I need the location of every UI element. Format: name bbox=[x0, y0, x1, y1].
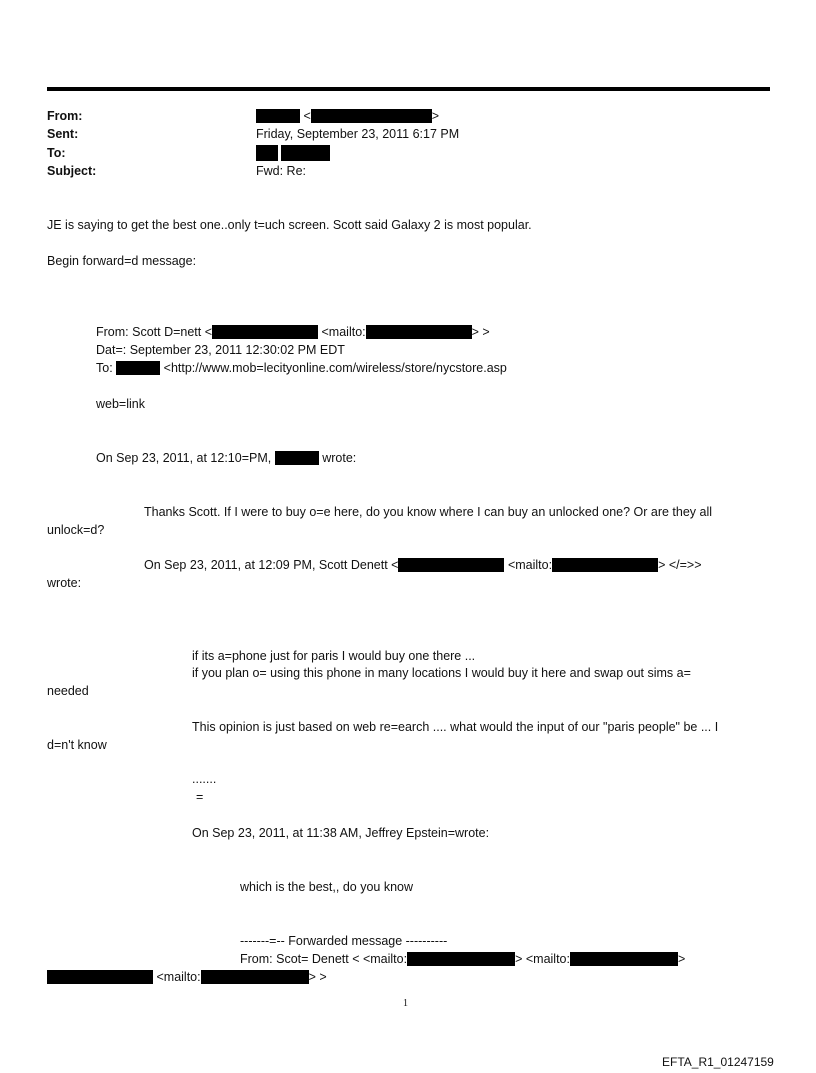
to-label: To: bbox=[47, 146, 66, 160]
redaction-box bbox=[201, 970, 309, 984]
on-suffix: > </=>> bbox=[658, 558, 702, 572]
forwarded-marker: -------=-- Forwarded message ---------- bbox=[240, 934, 448, 948]
redaction-box bbox=[256, 145, 278, 161]
page-number: 1 bbox=[403, 998, 408, 1009]
redaction-box bbox=[47, 970, 153, 984]
ellipsis-line: ....... bbox=[192, 772, 217, 786]
reply-line: unlock=d? bbox=[47, 523, 105, 537]
fwd-from-line bbox=[240, 952, 685, 967]
wrote-prefix: On Sep 23, 2011, at 12:10=PM, bbox=[96, 451, 272, 465]
cont-end: > > bbox=[308, 970, 327, 984]
from-close-bracket: > bbox=[431, 109, 440, 123]
reply-on-line bbox=[144, 558, 702, 573]
reply-on-line: On Sep 23, 2011, at 11:38 AM, Jeffrey Epstein=wrote: bbox=[192, 826, 490, 840]
redaction-box bbox=[570, 952, 678, 966]
mailto-text: <mailto: bbox=[156, 970, 201, 984]
fwd-to-url: <http://www.mob=lecityonline.com/wireless/store/nycstore.asp bbox=[163, 361, 507, 375]
sent-value: Friday, September 23, 2011 6:17 PM bbox=[256, 127, 460, 141]
reply-line: needed bbox=[47, 684, 89, 698]
fwd-from-end: > bbox=[677, 952, 686, 966]
header-rule bbox=[47, 87, 770, 91]
mailto-text: > <mailto: bbox=[515, 952, 570, 966]
from-open-bracket: < bbox=[303, 109, 311, 123]
body-line: Begin forward=d message: bbox=[47, 254, 197, 268]
fwd-from-prefix: From: Scott D=nett < bbox=[96, 325, 213, 339]
redaction-box bbox=[275, 451, 319, 465]
redaction-box bbox=[116, 361, 160, 375]
reply-line: d=n't know bbox=[47, 738, 107, 752]
subject-value: Fwd: Re: bbox=[256, 164, 307, 178]
fwd-to-line bbox=[96, 361, 507, 376]
fwd-from-suffix: > > bbox=[471, 325, 490, 339]
from-label: From: bbox=[47, 109, 83, 123]
fwd-from-cont-line bbox=[47, 970, 327, 985]
redaction-box bbox=[366, 325, 472, 339]
body-line: JE is saying to get the best one..only t=uch screen. Scott said Galaxy 2 is most popular. bbox=[47, 218, 532, 232]
redaction-box bbox=[281, 145, 330, 161]
redaction-box bbox=[212, 325, 318, 339]
fwd-to-prefix: To: bbox=[96, 361, 113, 375]
sent-label: Sent: bbox=[47, 127, 79, 141]
fwd-date-line: Dat=: September 23, 2011 12:30:02 PM EDT bbox=[96, 343, 345, 357]
document-id-footer: EFTA_R1_01247159 bbox=[662, 1055, 774, 1069]
to-value bbox=[256, 145, 330, 162]
subject-label: Subject: bbox=[47, 164, 97, 178]
redaction-box bbox=[552, 558, 658, 572]
reply-line: if its a=phone just for paris I would buy one there ... bbox=[192, 649, 476, 663]
reply-wrote: wrote: bbox=[47, 576, 82, 590]
fwd-from-prefix: From: Scot= Denett < <mailto: bbox=[240, 952, 408, 966]
redaction-box bbox=[407, 952, 515, 966]
redaction-box bbox=[256, 109, 300, 123]
fwd-wrote-line bbox=[96, 451, 356, 466]
reply-line: if you plan o= using this phone in many locations I would buy it here and swap out sims a= bbox=[192, 666, 691, 680]
redaction-box bbox=[398, 558, 504, 572]
from-value bbox=[256, 109, 439, 124]
wrote-suffix: wrote: bbox=[322, 451, 357, 465]
equals-line: = bbox=[196, 790, 204, 804]
weblink-text: web=link bbox=[96, 397, 145, 411]
reply-line: which is the best,, do you know bbox=[240, 880, 414, 894]
on-prefix: On Sep 23, 2011, at 12:09 PM, Scott Denett < bbox=[144, 558, 399, 572]
reply-line: Thanks Scott. If I were to buy o=e here, do you know where I can buy an unlocked one? Or are they all bbox=[144, 505, 713, 519]
redaction-box bbox=[311, 109, 432, 123]
reply-line: This opinion is just based on web re=earch .... what would the input of our "paris people" be ... I bbox=[192, 720, 719, 734]
fwd-from-line bbox=[96, 325, 490, 340]
mailto-text: <mailto: bbox=[321, 325, 366, 339]
mailto-text: <mailto: bbox=[507, 558, 553, 572]
